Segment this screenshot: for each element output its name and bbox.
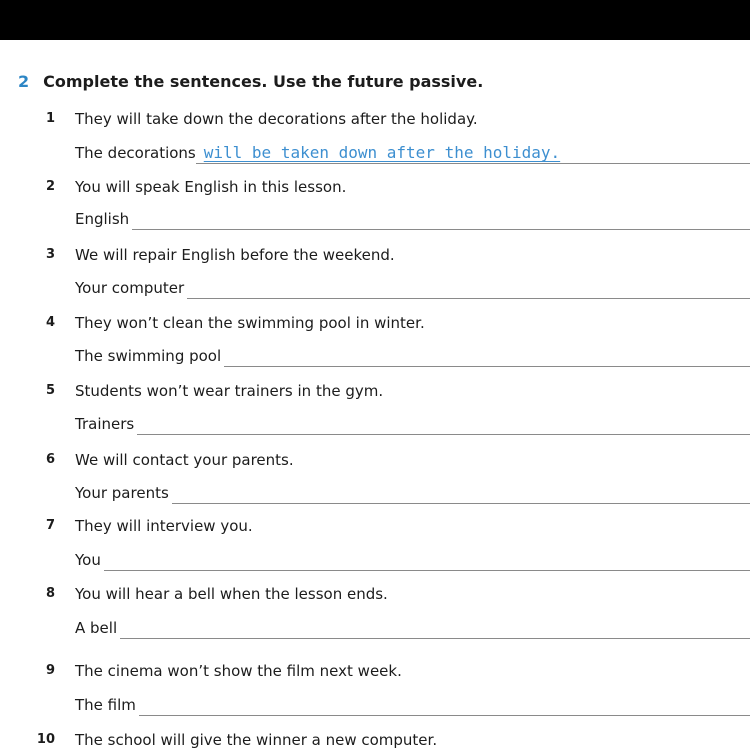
- item-number: 6: [45, 452, 55, 467]
- answer-blank[interactable]: [132, 209, 750, 230]
- answer-blank[interactable]: [196, 143, 750, 164]
- answer-blank[interactable]: [120, 618, 750, 639]
- item-number: 2: [45, 179, 55, 194]
- answer-row: [75, 694, 750, 716]
- item-number: 7: [45, 518, 55, 533]
- answer-row: [75, 208, 750, 230]
- item-sentence: You will hear a bell when the lesson ends.: [75, 585, 388, 603]
- handwritten-answer: will be taken down after the holiday.: [203, 143, 561, 162]
- answer-row: [75, 617, 750, 639]
- answer-row: [75, 142, 750, 164]
- answer-blank[interactable]: [187, 278, 750, 299]
- item-sentence: They will interview you.: [75, 517, 253, 535]
- answer-prompt: Your computer: [75, 279, 185, 297]
- item-sentence: They won’t clean the swimming pool in winter.: [75, 314, 425, 332]
- answer-prompt: The decorations: [75, 144, 196, 162]
- answer-blank[interactable]: [224, 346, 750, 367]
- answer-prompt: The film: [75, 696, 136, 714]
- item-number: 8: [45, 586, 55, 601]
- item-sentence: We will repair English before the weekend.: [75, 246, 395, 264]
- answer-row: [75, 345, 750, 367]
- exercise-number: 2: [18, 71, 30, 91]
- answer-blank[interactable]: [139, 695, 750, 716]
- answer-prompt: Your parents: [75, 484, 169, 502]
- answer-row: [75, 482, 750, 504]
- answer-prompt: You: [75, 551, 101, 569]
- item-sentence: The school will give the winner a new computer.: [75, 731, 438, 749]
- exercise-instructions: Complete the sentences. Use the future passive.: [43, 71, 484, 91]
- item-number: 1: [45, 111, 55, 126]
- answer-blank[interactable]: [104, 550, 750, 571]
- answer-prompt: English: [75, 210, 130, 228]
- item-number: 10: [36, 732, 55, 747]
- answer-row: [75, 413, 750, 435]
- item-sentence: Students won’t wear trainers in the gym.: [75, 382, 384, 400]
- answer-row: [75, 549, 750, 571]
- item-sentence: We will contact your parents.: [75, 451, 294, 469]
- item-number: 4: [45, 315, 55, 330]
- answer-blank[interactable]: [172, 483, 750, 504]
- item-sentence: The cinema won’t show the film next week.: [75, 662, 402, 680]
- answer-prompt: Trainers: [75, 415, 135, 433]
- item-number: 5: [45, 383, 55, 398]
- answer-blank[interactable]: [137, 414, 750, 435]
- item-number: 3: [45, 247, 55, 262]
- item-sentence: You will speak English in this lesson.: [75, 178, 347, 196]
- item-sentence: They will take down the decorations after the holiday.: [75, 110, 478, 128]
- item-number: 9: [45, 663, 55, 678]
- answer-prompt: A bell: [75, 619, 118, 637]
- answer-row: [75, 277, 750, 299]
- answer-prompt: The swimming pool: [75, 347, 222, 365]
